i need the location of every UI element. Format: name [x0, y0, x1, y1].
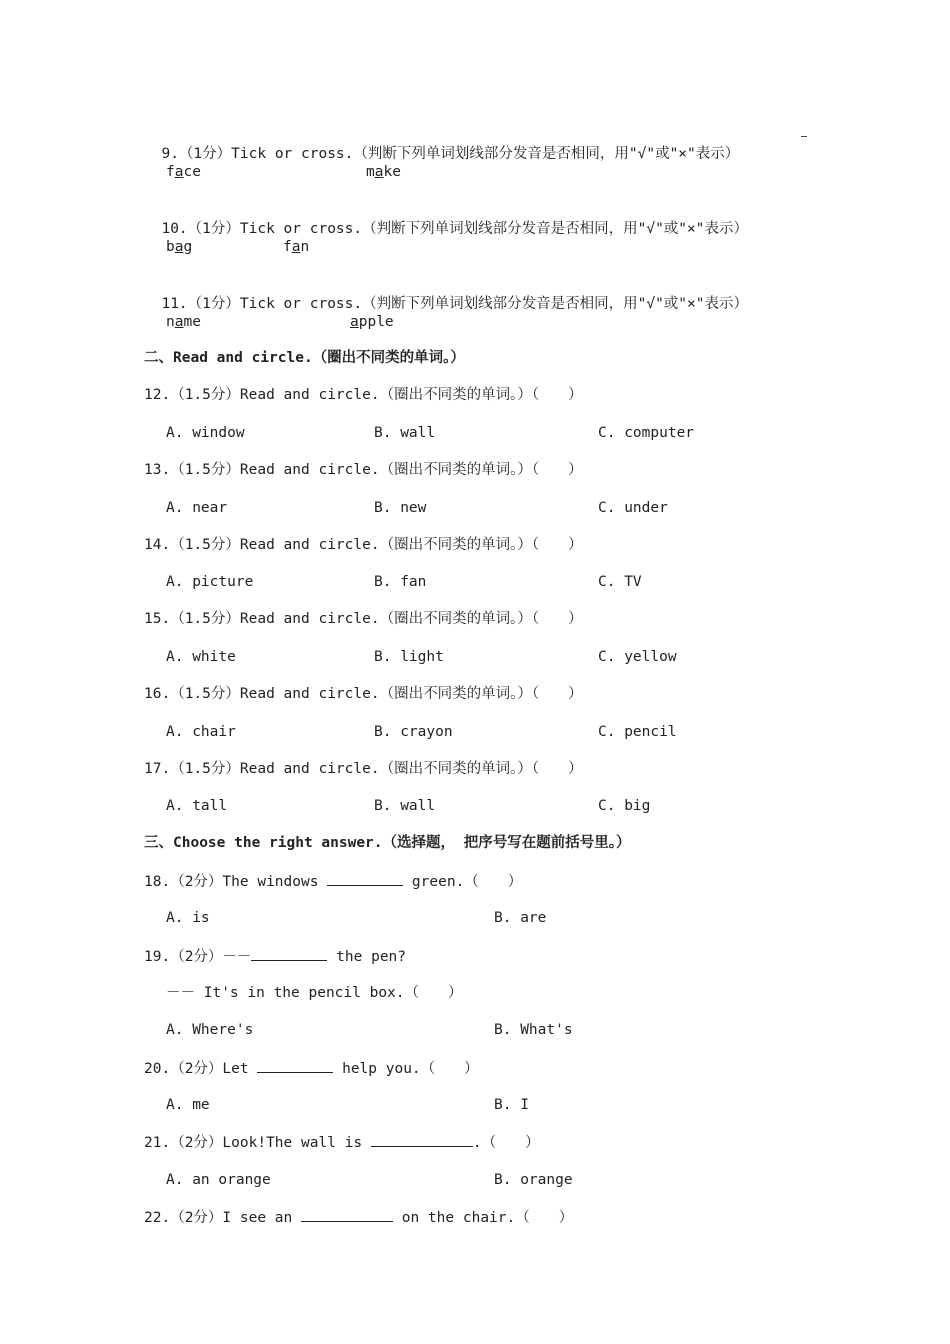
question-17: 17.（1.5分）Read and circle.（圈出不同类的单词。）（ ）	[144, 761, 583, 777]
word-make: make	[366, 164, 401, 180]
option-c: C. TV	[598, 574, 642, 590]
answer-blank[interactable]	[327, 871, 403, 886]
word-apple: apple	[350, 314, 394, 330]
section-3-heading: 三、Choose the right answer.（选择题， 把序号写在题前括号里。）	[144, 835, 631, 851]
small-dash	[801, 136, 807, 137]
question-21: 21.（2分）Look!The wall is .（ ）	[144, 1132, 540, 1153]
question-number: 9.	[161, 146, 179, 162]
option-a: A. window	[166, 425, 245, 441]
option-c: C. under	[598, 500, 668, 516]
question-18: 18.（2分）The windows green.（ ）	[144, 871, 522, 892]
option-b: B. wall	[374, 425, 436, 441]
option-b: B. What's	[494, 1022, 573, 1038]
option-c: C. yellow	[598, 649, 677, 665]
option-a: A. chair	[166, 724, 236, 740]
question-9	[144, 124, 739, 164]
word-name: name	[166, 314, 201, 330]
question-text: （1分）Tick or cross.（判断下列单词划线部分发音是否相同，用"√"或"×"表示）	[187, 296, 748, 312]
option-a: A. white	[166, 649, 236, 665]
option-a: A. tall	[166, 798, 228, 814]
question-20: 20.（2分）Let help you.（ ）	[144, 1058, 479, 1079]
option-a: A. picture	[166, 574, 254, 590]
option-b: B. crayon	[374, 724, 453, 740]
option-a: A. Where's	[166, 1022, 254, 1038]
question-text: （1分）Tick or cross.（判断下列单词划线部分发音是否相同，用"√"或"×"表示）	[187, 221, 748, 237]
section-2-heading: 二、Read and circle.（圈出不同类的单词。）	[144, 350, 465, 366]
option-c: C. computer	[598, 425, 695, 441]
question-19: 19.（2分）－－ the pen?	[144, 946, 406, 967]
answer-blank[interactable]	[301, 1207, 393, 1222]
question-15: 15.（1.5分）Read and circle.（圈出不同类的单词。）（ ）	[144, 611, 583, 627]
question-19-line-2: －－ It's in the pencil box.（ ）	[166, 985, 463, 1001]
question-number: 10.	[161, 221, 188, 237]
answer-blank[interactable]	[251, 946, 327, 961]
option-c: C. big	[598, 798, 651, 814]
option-b: B. wall	[374, 798, 436, 814]
option-a: A. near	[166, 500, 228, 516]
word-bag: bag	[166, 239, 193, 255]
option-b: B. are	[494, 910, 547, 926]
word-fan: fan	[283, 239, 310, 255]
question-13: 13.（1.5分）Read and circle.（圈出不同类的单词。）（ ）	[144, 462, 583, 478]
question-number: 11.	[161, 296, 188, 312]
question-14: 14.（1.5分）Read and circle.（圈出不同类的单词。）（ ）	[144, 537, 583, 553]
question-12: 12.（1.5分）Read and circle.（圈出不同类的单词。）（ ）	[144, 387, 583, 403]
word-face: face	[166, 164, 201, 180]
option-b: B. new	[374, 500, 427, 516]
option-b: B. orange	[494, 1172, 573, 1188]
option-a: A. is	[166, 910, 210, 926]
question-22: 22.（2分）I see an on the chair.（ ）	[144, 1207, 573, 1228]
question-10	[144, 199, 748, 239]
question-11	[144, 274, 748, 314]
question-16: 16.（1.5分）Read and circle.（圈出不同类的单词。）（ ）	[144, 686, 583, 702]
option-b: B. light	[374, 649, 444, 665]
question-text: （1分）Tick or cross.（判断下列单词划线部分发音是否相同，用"√"或"×"表示）	[178, 146, 740, 162]
option-a: A. me	[166, 1097, 210, 1113]
answer-blank[interactable]	[371, 1132, 473, 1147]
option-b: B. fan	[374, 574, 427, 590]
option-c: C. pencil	[598, 724, 677, 740]
option-a: A. an orange	[166, 1172, 271, 1188]
option-b: B. I	[494, 1097, 529, 1113]
answer-blank[interactable]	[257, 1058, 333, 1073]
